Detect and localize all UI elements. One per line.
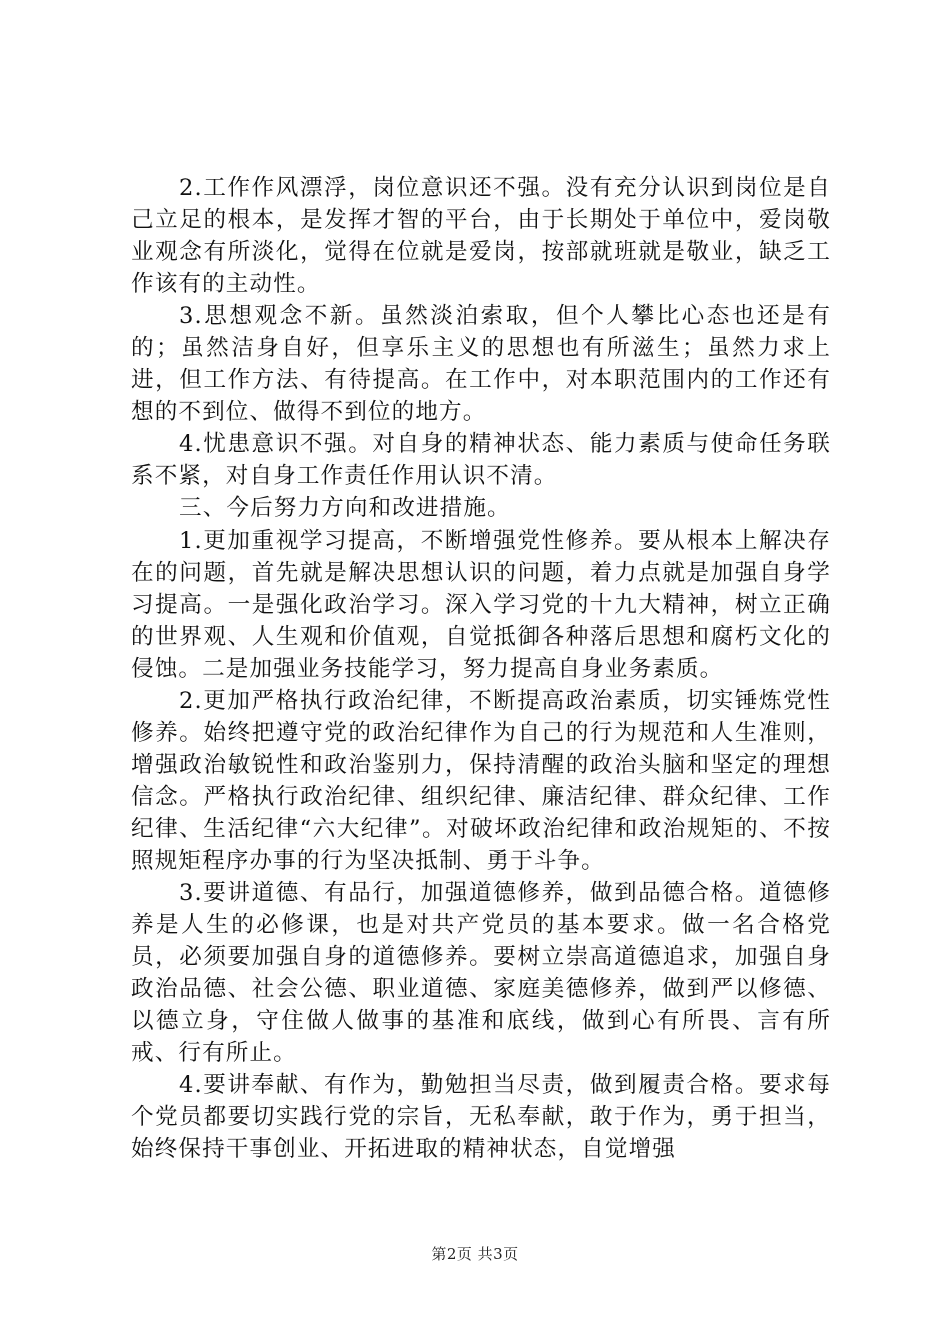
paragraph-thinking: 3.思想观念不新。虽然淡泊索取，但个人攀比心态也还是有的；虽然洁身自好，但享乐主义的思想也有所滋生；虽然力求上进，但工作方法、有待提高。在工作中，对本职范围内的工作还有想的不到位、做得不到位的地方。 xyxy=(131,303,831,426)
section-heading-improvement: 三、今后努力方向和改进措施。 xyxy=(179,495,511,522)
paragraph-work-style: 2.工作作风漂浮，岗位意识还不强。没有充分认识到岗位是自己立足的根本，是发挥才智的平台，由于长期处于单位中，爱岗敬业观念有所淡化，觉得在位就是爱岗，按部就班就是敬业，缺乏工作该有的主动性。 xyxy=(131,175,831,298)
document-body xyxy=(131,172,831,1165)
page-footer: 第2页 共3页 xyxy=(431,1245,519,1263)
paragraph-awareness: 4.忧患意识不强。对自身的精神状态、能力素质与使命任务联系不紧，对自身工作责任作用认识不清。 xyxy=(131,431,831,490)
paragraph-morality: 3.要讲道德、有品行，加强道德修养，做到品德合格。道德修养是人生的必修课，也是对共产党员的基本要求。做一名合格党员，必须要加强自身的道德修养。要树立崇高道德追求，加强自身政治品德、社会公德、职业道德、家庭美德修养，做到严以修德、以德立身，守住做人做事的基准和底线，做到心有所畏、言有所戒、行有所止。 xyxy=(131,880,831,1067)
paragraph-dedication: 4.要讲奉献、有作为，勤勉担当尽责，做到履责合格。要求每个党员都要切实践行党的宗旨，无私奉献，敢于作为，勇于担当，始终保持干事创业、开拓进取的精神状态，自觉增强 xyxy=(131,1072,831,1163)
paragraph-discipline: 2.更加严格执行政治纪律，不断提高政治素质，切实锤炼党性修养。始终把遵守党的政治纪律作为自己的行为规范和人生准则，增强政治敏锐性和政治鉴别力，保持清醒的政治头脑和坚定的理想信念。严格执行政治纪律、组织纪律、廉洁纪律、群众纪律、工作纪律、生活纪律“六大纪律”。对破坏政治纪律和政治规矩的、不按照规矩程序办事的行为坚决抵制、勇于斗争。 xyxy=(131,687,831,874)
paragraph-study: 1.更加重视学习提高，不断增强党性修养。要从根本上解决存在的问题，首先就是解决思想认识的问题，着力点就是加强自身学习提高。一是强化政治学习。深入学习党的十九大精神，树立正确的世界观、人生观和价值观，自觉抵御各种落后思想和腐朽文化的侵蚀。二是加强业务技能学习，努力提高自身业务素质。 xyxy=(131,527,831,682)
